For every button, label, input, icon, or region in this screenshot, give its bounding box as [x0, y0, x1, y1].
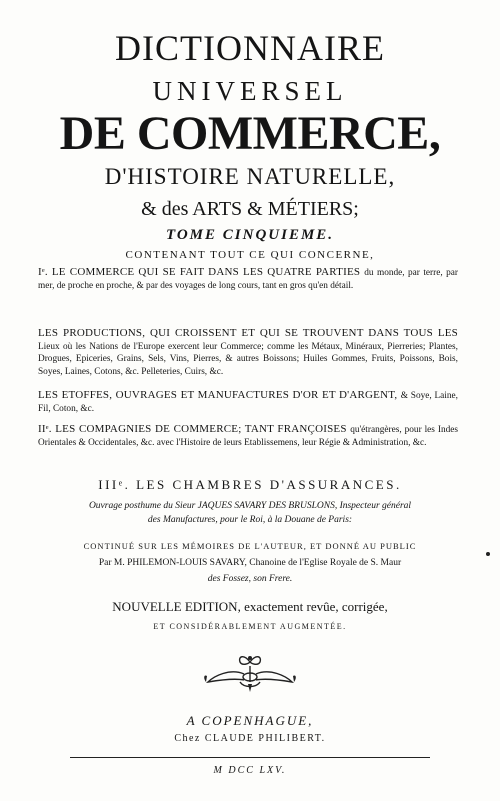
- section-productions-lead: LES PRODUCTIONS, QUI CROISSENT ET QUI SE TROUVENT DANS TOUS LES: [38, 327, 458, 339]
- title-arts-metiers: & des ARTS & MÉTIERS;: [141, 198, 359, 220]
- section-commerce: [38, 266, 458, 292]
- section-assurances: IIIᵉ. LES CHAMBRES D'ASSURANCES.: [98, 477, 402, 492]
- section-compagnies-text: qu'étrangères, pour les Indes Orientales & Occidentales, &c. avec l'Histoire de leurs Etablissemens, leur Régie & Administration, &c.: [38, 425, 458, 448]
- imprint-place: A COPENHAGUE,: [186, 713, 314, 728]
- contents-heading: CONTENANT TOUT CE QUI CONCERNE,: [125, 249, 375, 261]
- author-line-2: des Manufactures, pour le Roi, à la Douane de Paris:: [147, 515, 353, 525]
- section-etoffes-text: & Soye, Laine, Fil, Coton, &c.: [38, 391, 458, 414]
- section-compagnies: [38, 423, 458, 449]
- continued-line-1: CONTINUÉ SUR LES MÉMOIRES DE L'AUTEUR, ET DONNÉ AU PUBLIC: [83, 541, 417, 551]
- imprint-publisher: Chez CLAUDE PHILIBERT.: [174, 733, 326, 744]
- title-universel: UNIVERSEL: [152, 76, 348, 106]
- title-dictionnaire: DICTIONNAIRE: [115, 28, 385, 68]
- section-commerce-text: du monde, par terre, par mer, de proche en proche, & par des voyages de long cours, tant en gros qu'en détail.: [38, 268, 458, 291]
- imprint-year: M DCC LXV.: [213, 765, 287, 776]
- section-commerce-lead: Iᵉ. LE COMMERCE QUI SE FAIT DANS LES QUATRE PARTIES: [38, 266, 365, 278]
- section-productions: [38, 327, 458, 378]
- ink-speck: [486, 552, 490, 556]
- continued-line-3: des Fossez, son Frere.: [207, 574, 293, 584]
- author-line-1: Ouvrage posthume du Sieur JAQUES SAVARY DES BRUSLONS, Inspecteur général: [88, 501, 412, 511]
- section-etoffes-lead: LES ETOFFES, OUVRAGES ET MANUFACTURES D'OR ET D'ARGENT,: [38, 389, 401, 401]
- edition-line-1: NOUVELLE EDITION, exactement revûe, corrigée,: [112, 599, 388, 614]
- fleuron-vignette-icon: [200, 652, 300, 694]
- title-histoire-naturelle: D'HISTOIRE NATURELLE,: [104, 164, 396, 189]
- continued-line-2: Par M. PHILEMON-LOUIS SAVARY, Chanoine de l'Eglise Royale de S. Maur: [98, 558, 402, 568]
- section-etoffes: [38, 389, 458, 415]
- edition-line-2: ET CONSIDÉRABLEMENT AUGMENTÉE.: [153, 622, 347, 631]
- volume-label: TOME CINQUIEME.: [165, 227, 335, 243]
- imprint-rule: [70, 757, 430, 758]
- section-productions-text: Lieux où les Nations de l'Europe exercent leur Commerce; comme les Métaux, Minéraux, Pierreries; Plantes, Drogues, Epiceries, Grains, Sels, Vins, Pierres, & autres Boissons; Huiles Gommes, Fruits, Poissons, Bois, Soyes, Laines, Cotons, &c. Pelleteries, Cuirs, &c.: [38, 341, 458, 377]
- section-compagnies-lead: IIᵉ. LES COMPAGNIES DE COMMERCE; TANT FRANÇOISES: [38, 423, 351, 435]
- title-de-commerce: DE COMMERCE,: [59, 107, 441, 160]
